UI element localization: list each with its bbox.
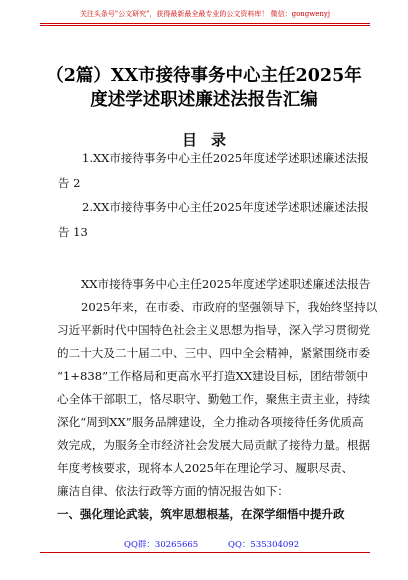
- body-line: 习近平新时代中国特色社会主义思想为指导，深入学习贯彻党: [57, 323, 371, 337]
- body-line: 效完成，为服务全市经济社会发展大局贡献了接待力量。根据: [57, 438, 371, 452]
- body-line: 年度考核要求，现将本人2025年在理论学习、履职尽责、: [57, 461, 354, 475]
- footer-qq: QQ：535304092: [228, 540, 300, 550]
- body-line: 的二十大及二十届二中、三中、四中全会精神，紧紧围绕市委: [57, 346, 371, 360]
- header-rule-top: [40, 23, 370, 24]
- report-heading: XX市接待事务中心主任2025年度述学述职述廉述法报告: [81, 277, 371, 291]
- toc-entry-1-page[interactable]: 告 2: [58, 176, 81, 190]
- body-line: 2025年来，在市委、市政府的坚强领导下，我始终坚持以: [81, 300, 378, 314]
- header-banner: 关注头条号"公文研究"，获得最新最全最专业的公文资料库！ 微信：gongwenyj: [79, 10, 331, 18]
- body-line: “1+838”工作格局和更高水平打造XX建设目标，团结带领中: [57, 369, 369, 383]
- body-line: 心全体干部职工，恪尽职守、勤勉工作，聚焦主责主业，持续: [57, 392, 371, 406]
- toc-heading: 目录: [181, 131, 240, 149]
- toc-entry-2-page[interactable]: 告 13: [58, 225, 88, 239]
- header-rule-bottom: [40, 25, 370, 26]
- body-line: 深化“周到XX”服务品牌建设，全力推动各项接待任务优质高: [57, 415, 364, 429]
- title-line-1: （2篇）XX市接待事务中心主任2025年: [46, 66, 362, 86]
- document-title: [30, 64, 378, 112]
- footer-qq-group: QQ群：30265665: [124, 540, 199, 550]
- body-line: 廉洁自律、依法行政等方面的情况报告如下：: [57, 484, 289, 498]
- toc-entry-2[interactable]: 2.XX市接待事务中心主任2025年度述学述职述廉述法报: [82, 200, 369, 214]
- section-heading: 一、强化理论武装，筑牢思想根基，在深学细悟中提升政: [57, 507, 345, 521]
- title-line-2: 度述学述职述廉述法报告汇编: [90, 90, 318, 110]
- toc-entry-1[interactable]: 1.XX市接待事务中心主任2025年度述学述职述廉述法报: [82, 151, 369, 165]
- footer-rule: [40, 552, 370, 553]
